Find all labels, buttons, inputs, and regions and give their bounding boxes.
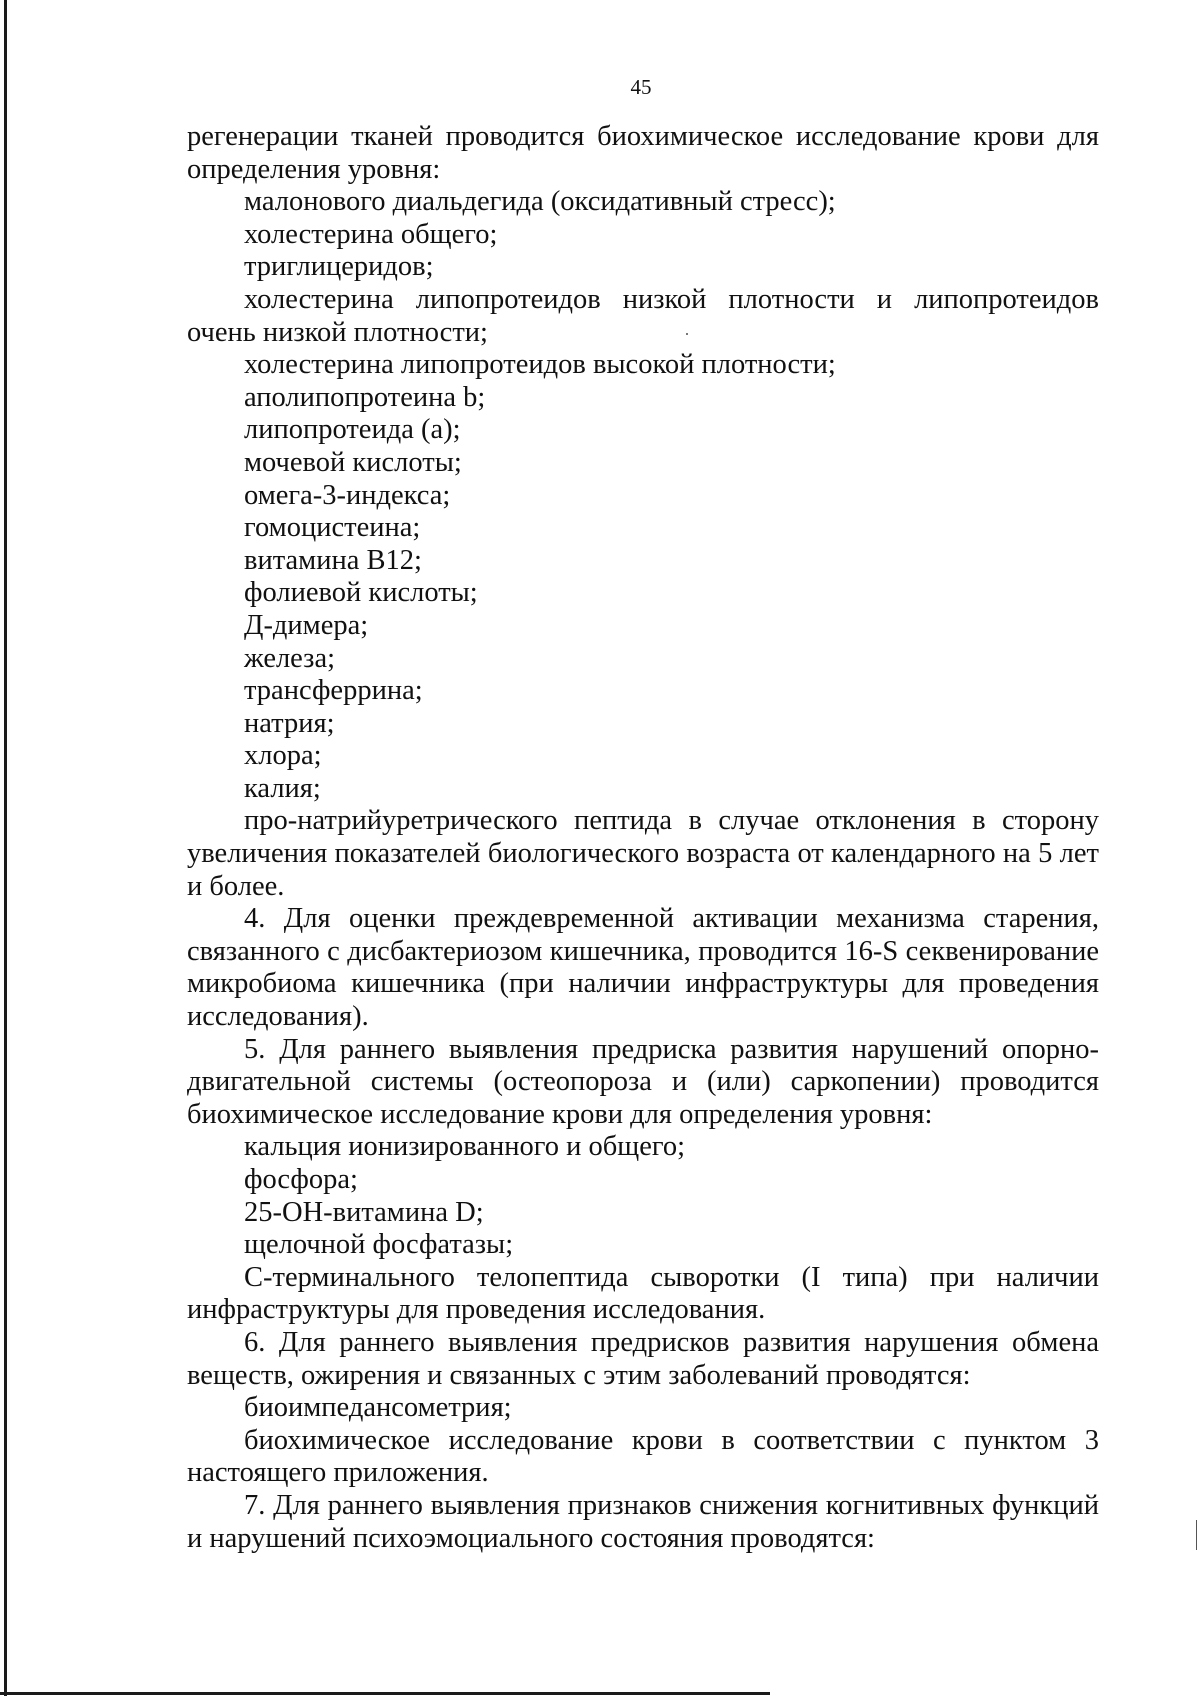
list-item: холестерина общего;: [244, 218, 498, 250]
list-item: трансферрина;: [244, 675, 423, 707]
scan-left-edge: [4, 0, 7, 1696]
list-item: калия;: [244, 772, 321, 804]
list-item: аполипопротеина b;: [244, 381, 486, 413]
list-item: 25-ОН-витамина D;: [244, 1196, 484, 1228]
list-item: хлора;: [244, 740, 322, 772]
list-item: биоимпедансометрия;: [244, 1392, 512, 1424]
paragraph: 5. Для раннего выявления предриска развития нарушений опорно-двигательной системы (остеопороза и (или) саркопении) проводится биохимическое исследование крови для определения уровня:: [187, 1033, 1099, 1130]
list-item: холестерина липопротеидов высокой плотности;: [244, 349, 836, 381]
document-body: [187, 121, 1099, 1555]
page-number: 45: [630, 75, 652, 99]
scan-bottom-edge: [0, 1692, 770, 1695]
list-item: омега-3-индекса;: [244, 479, 451, 511]
list-item: натрия;: [244, 707, 335, 739]
list-item: фосфора;: [244, 1164, 358, 1195]
paragraph: 4. Для оценки преждевременной активации механизма старения, связанного с дисбактериозом кишечника, проводится 16-S секвенирование микробиома кишечника (при наличии инфраструктуры для проведения исследования).: [187, 903, 1099, 1033]
paragraph: холестерина липопротеидов низкой плотности и липопротеидов очень низкой плотности;: [187, 283, 1099, 348]
list-item: Д-димера;: [244, 609, 369, 641]
paragraph: биохимическое исследование крови в соответствии с пунктом 3 настоящего приложения.: [187, 1424, 1099, 1489]
list-item: витамина В12;: [244, 544, 422, 576]
list-item: щелочной фосфатазы;: [244, 1229, 514, 1261]
list-item: кальция ионизированного и общего;: [244, 1131, 685, 1163]
list-item: фолиевой кислоты;: [244, 577, 478, 609]
list-item: малонового диальдегида (оксидативный стресс);: [244, 186, 836, 218]
list-item: липопротеида (а);: [244, 414, 461, 446]
paragraph: 6. Для раннего выявления предрисков развития нарушения обмена веществ, ожирения и связанных с этим заболеваний проводятся:: [187, 1326, 1099, 1391]
list-item: мочевой кислоты;: [244, 446, 462, 478]
list-item: триглицеридов;: [244, 251, 434, 283]
paragraph: про-натрийуретрического пептида в случае отклонения в сторону увеличения показателей биологического возраста от календарного на 5 лет и более.: [187, 805, 1099, 902]
scan-right-mark: [1196, 1520, 1197, 1550]
list-item: железа;: [244, 642, 336, 674]
paragraph-continued: регенерации тканей проводится биохимическое исследование крови для определения уровня:: [187, 121, 1099, 185]
list-item: гомоцистеина;: [244, 512, 421, 544]
paragraph: С-терминального телопептида сыворотки (I типа) при наличии инфраструктуры для проведения исследования.: [187, 1261, 1099, 1326]
paragraph: 7. Для раннего выявления признаков снижения когнитивных функций и нарушений психоэмоциального состояния проводятся:: [187, 1489, 1099, 1554]
